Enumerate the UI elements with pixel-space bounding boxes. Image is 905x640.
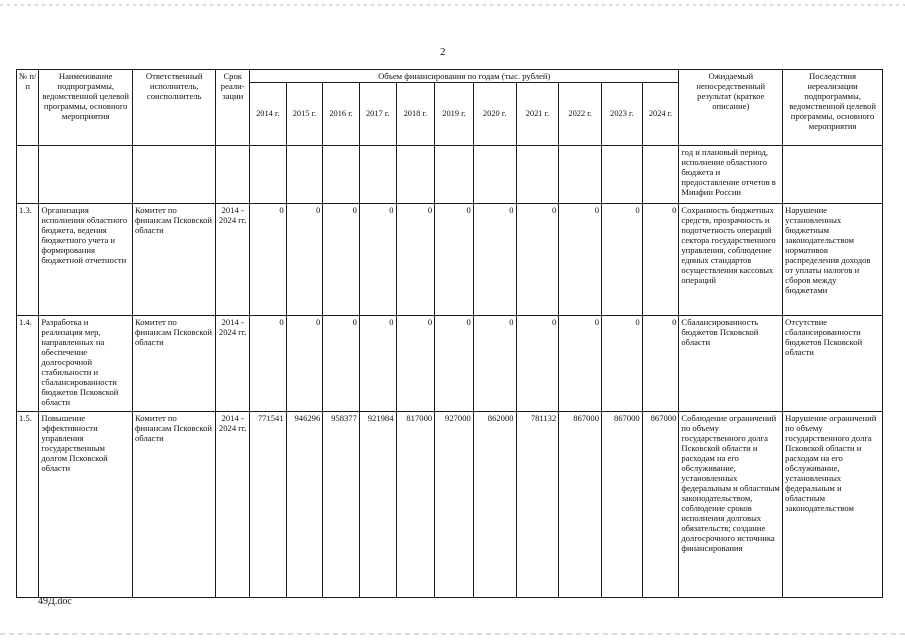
row-value: 0 xyxy=(396,316,435,412)
header-year: 2020 г. xyxy=(473,83,516,146)
row-value: 0 xyxy=(396,204,435,316)
header-year: 2014 г. xyxy=(250,83,287,146)
table-row xyxy=(17,412,883,598)
row-value: 0 xyxy=(559,204,602,316)
row-consequences: Нарушение установленных бюджетным законодательством нормативов распределения доходов от уплаты налогов и сборов между бюджетами xyxy=(783,204,883,316)
row-value: 0 xyxy=(473,204,516,316)
row-value: 921984 xyxy=(359,412,396,598)
row-responsible: Комитет по финансам Псковской области xyxy=(132,412,215,598)
row-value: 817000 xyxy=(396,412,435,598)
header-year: 2022 г. xyxy=(559,83,602,146)
header-year: 2024 г. xyxy=(642,83,679,146)
row-term: 2014 - 2024 гг. xyxy=(216,204,250,316)
row-value: 946296 xyxy=(286,412,323,598)
row-value: 0 xyxy=(516,204,559,316)
header-result: Ожидаемый непосредственный результат (краткое описание) xyxy=(679,70,783,146)
row-value: 0 xyxy=(516,316,559,412)
row-value: 781132 xyxy=(516,412,559,598)
row-value: 0 xyxy=(359,204,396,316)
row-value: 958377 xyxy=(323,412,360,598)
header-num: № п/п xyxy=(17,70,39,146)
row-value: 0 xyxy=(559,316,602,412)
row-value: 0 xyxy=(602,316,643,412)
scan-artifact-bottom xyxy=(0,633,905,635)
row-result: Сбалансированность бюджетов Псковской области xyxy=(679,316,783,412)
row-value: 0 xyxy=(359,316,396,412)
header-year: 2018 г. xyxy=(396,83,435,146)
row-responsible: Комитет по финансам Псковской области xyxy=(132,316,215,412)
scan-artifact-top xyxy=(0,4,905,6)
row-result: год и плановый период, исполнение областного бюджета и предоставление отчетов в Минфин России xyxy=(679,146,783,204)
row-result: Сохранность бюджетных средств, прозрачность и подотчетность операций сектора государственного управления, соблюдение единых стандартов осуществления кассовых операций xyxy=(679,204,783,316)
row-value: 867000 xyxy=(559,412,602,598)
header-year: 2015 г. xyxy=(286,83,323,146)
row-value: 0 xyxy=(286,204,323,316)
row-value: 867000 xyxy=(602,412,643,598)
header-funding: Объем финансирования по годам (тыс. рублей) xyxy=(250,70,679,83)
row-term: 2014 - 2024 гг. xyxy=(216,412,250,598)
row-value: 771541 xyxy=(250,412,287,598)
row-value: 927000 xyxy=(435,412,474,598)
row-num: 1.5. xyxy=(17,412,39,598)
row-value: 0 xyxy=(250,316,287,412)
header-year: 2023 г. xyxy=(602,83,643,146)
header-name: Наименование подпрограммы, ведомственной целевой программы, основного мероприятия xyxy=(39,70,133,146)
table-row xyxy=(17,204,883,316)
header-year: 2017 г. xyxy=(359,83,396,146)
row-name: Организация исполнения областного бюджета, ведения бюджетного учета и формирования бюджетной отчетности xyxy=(39,204,133,316)
page-number: 2 xyxy=(440,46,446,58)
row-value: 0 xyxy=(435,316,474,412)
row-name: Разработка и реализация мер, направленных на обеспечение долгосрочной стабильности и сбалансированности бюджетов Псковской области xyxy=(39,316,133,412)
header-year: 2019 г. xyxy=(435,83,474,146)
row-value: 862000 xyxy=(473,412,516,598)
row-value: 0 xyxy=(435,204,474,316)
row-num: 1.4. xyxy=(17,316,39,412)
row-result: Соблюдение ограничений по объему государственного долга Псковской области и расходам на его обслуживание, установленных федеральным и областным законодательством, соблюдение сроков исполнения долговых обязательств; создание долгосрочного источника финансирования xyxy=(679,412,783,598)
row-value: 0 xyxy=(642,204,679,316)
header-term: Срок реали-зации xyxy=(216,70,250,146)
header-responsible: Ответственный исполнитель, соисполнитель xyxy=(132,70,215,146)
row-value: 0 xyxy=(323,204,360,316)
row-consequences: Отсутствие сбалансированности бюджетов Псковской области xyxy=(783,316,883,412)
row-value: 0 xyxy=(323,316,360,412)
header-year: 2016 г. xyxy=(323,83,360,146)
row-value: 867000 xyxy=(642,412,679,598)
row-value: 0 xyxy=(473,316,516,412)
row-value: 0 xyxy=(602,204,643,316)
header-consequences: Последствия нереализации подпрограммы, ведомственной целевой программы, основного мероприятия xyxy=(783,70,883,146)
row-value: 0 xyxy=(642,316,679,412)
table-row xyxy=(17,316,883,412)
document-footer: 49Д.doc xyxy=(38,596,72,607)
row-term: 2014 - 2024 гг. xyxy=(216,316,250,412)
row-value: 0 xyxy=(286,316,323,412)
row-responsible: Комитет по финансам Псковской области xyxy=(132,204,215,316)
table-row-continuation xyxy=(17,146,883,204)
header-year: 2021 г. xyxy=(516,83,559,146)
row-value: 0 xyxy=(250,204,287,316)
row-name: Повышение эффективности управления государственным долгом Псковской области xyxy=(39,412,133,598)
row-consequences: Нарушение ограничений по объему государственного долга Псковской области и расходам на его обслуживание, установленных федеральным и областным законодательством xyxy=(783,412,883,598)
funding-table xyxy=(16,69,883,598)
row-num: 1.3. xyxy=(17,204,39,316)
